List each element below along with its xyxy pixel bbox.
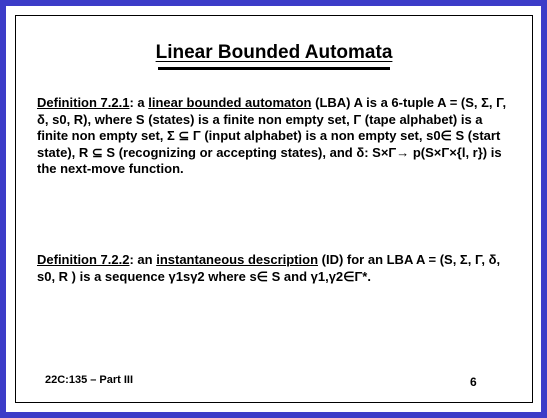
definition-sep: : an (129, 252, 157, 267)
definition-sep: : a (129, 95, 149, 110)
footer-course: 22C:135 – Part III (45, 374, 134, 386)
definition-term: instantaneous description (156, 252, 319, 267)
definition-label: Definition 7.2.1 (37, 95, 130, 110)
slide-title: Linear Bounded Automata (155, 42, 393, 63)
definition-label: Definition 7.2.2 (37, 252, 130, 267)
definition-body: (ID) for an LBA A = (S, Σ, Γ, δ, s0, R ) is a sequence γ1sγ2 where s∈ S and γ1,γ2∈Γ*. (37, 252, 501, 284)
definition-body: (LBA) A is a 6-tuple A = (S, Σ, Γ, δ, s0, R), where S (states) is a finite non empty set, Γ (tape alphabet) is a finite non empty set, Σ ⊆ Γ (input alphabet) is a non empty set, s0∈ S (start state), R ⊆ S (recognizing or accepting states), and δ: S×Γ→ p(S×Γ×{l, r}) is the next-move function. (37, 95, 507, 177)
definition-paragraph-1 (37, 95, 507, 178)
page-number: 6 (470, 375, 477, 389)
slide (15, 15, 533, 403)
definition-paragraph-2 (37, 252, 507, 285)
definition-term: linear bounded automaton (148, 95, 312, 110)
title-underline (158, 67, 390, 70)
